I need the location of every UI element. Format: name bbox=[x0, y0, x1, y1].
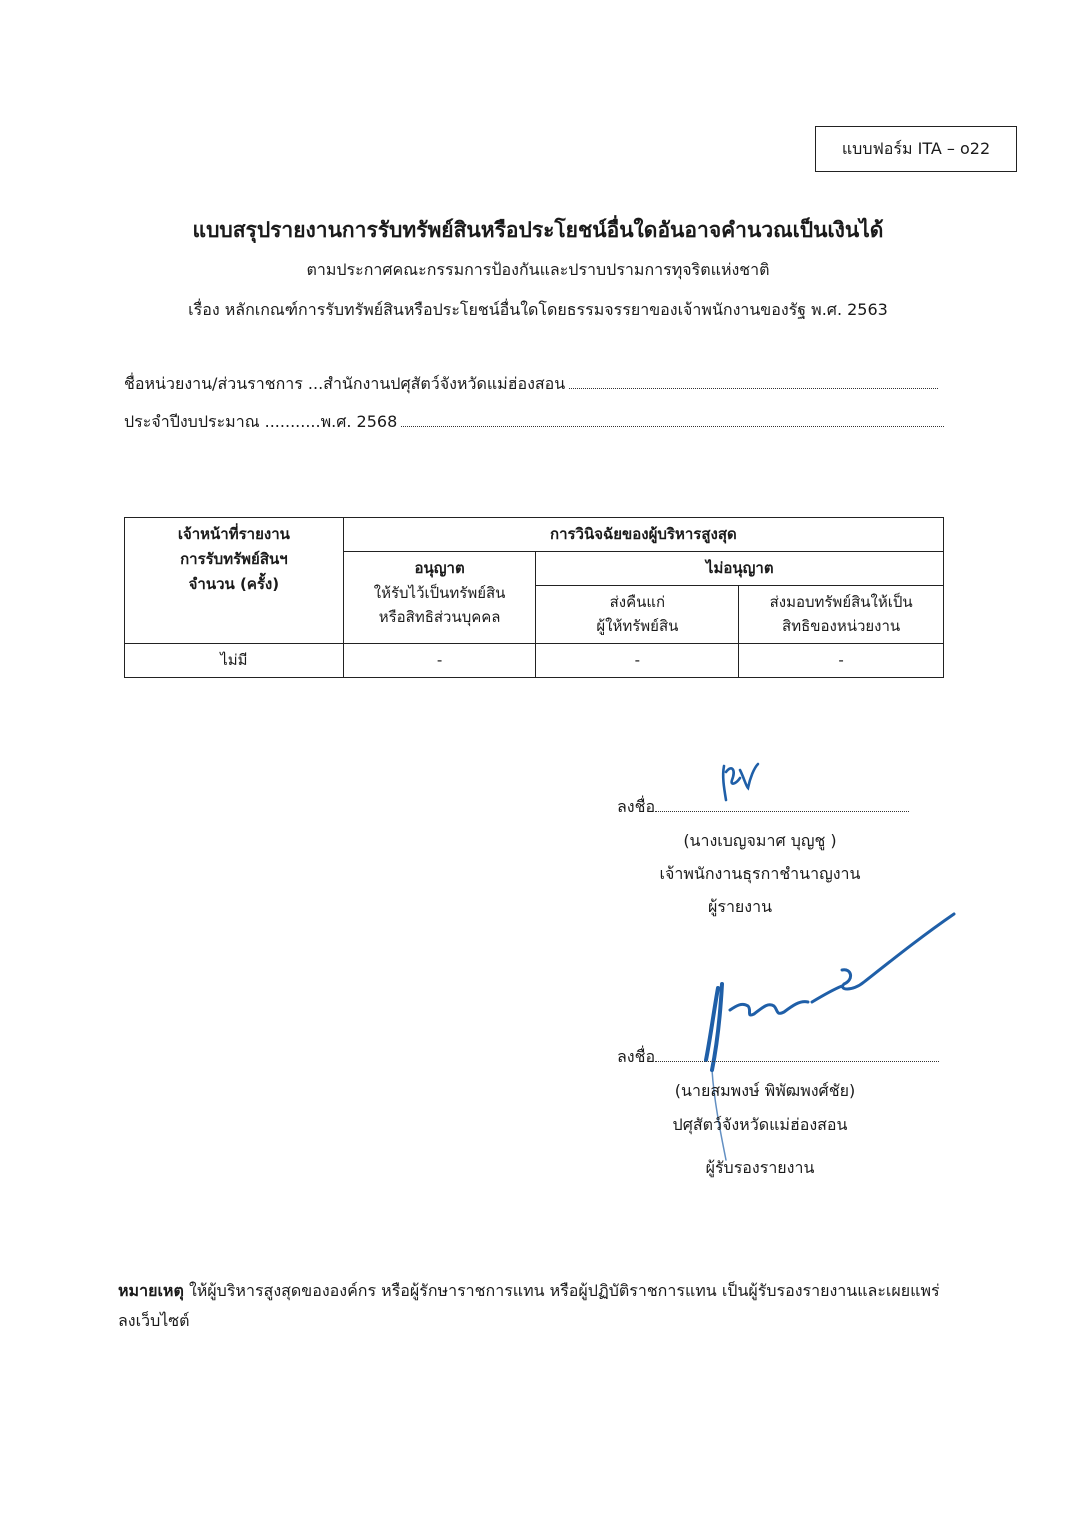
header-allow bbox=[343, 551, 536, 643]
header-deny: ไม่อนุญาต bbox=[536, 551, 944, 585]
header-officer-count bbox=[125, 518, 344, 644]
agency-field bbox=[124, 372, 938, 397]
signer-1-role: ผู้รายงาน bbox=[707, 897, 773, 916]
header-allow-title: อนุญาต bbox=[414, 558, 465, 577]
document-subtitle-1: ตามประกาศคณะกรรมการป้องกันและปราบปรามการทุจริตแห่งชาติ bbox=[306, 260, 770, 279]
signer-2-role: ผู้รับรองรายงาน bbox=[705, 1158, 815, 1177]
header-return-line2: ผู้ให้ทรัพย์สิน bbox=[596, 617, 679, 636]
agency-dotted-line bbox=[569, 387, 938, 389]
document-title: แบบสรุปรายงานการรับทรัพย์สินหรือประโยชน์อื่นใดอันอาจคำนวณเป็นเงินได้ bbox=[192, 218, 884, 242]
header-return bbox=[536, 585, 739, 644]
footnote-text: ให้ผู้บริหารสูงสุดขององค์กร หรือผู้รักษาราชการแทน หรือผู้ปฏิบัติราชการแทน เป็นผู้รับรองรายงานและเผยแพร่ลงเว็บไซต์ bbox=[118, 1281, 940, 1331]
header-officer-line3: จำนวน (ครั้ง) bbox=[188, 574, 280, 593]
signer-2-dotted-line bbox=[655, 1060, 939, 1062]
signer-2-name: (นายสมพงษ์ พิพัฒพงศ์ชัย) bbox=[674, 1081, 856, 1100]
signer-1-dotted-line bbox=[655, 810, 909, 812]
agency-label: ชื่อหน่วยงาน/ส่วนราชการ ... bbox=[124, 374, 324, 393]
fiscal-year-field bbox=[124, 410, 944, 435]
fiscal-year-value: พ.ศ. 2568 bbox=[320, 412, 398, 431]
header-transfer-line2: สิทธิของหน่วยงาน bbox=[782, 617, 901, 636]
cell-transfer: - bbox=[739, 644, 944, 678]
table-row bbox=[125, 644, 944, 678]
document-subtitle-2: เรื่อง หลักเกณฑ์การรับทรัพย์สินหรือประโยชน์อื่นใดโดยธรรมจรรยาของเจ้าพนักงานของรัฐ พ.ศ. 2563 bbox=[188, 300, 888, 319]
fiscal-year-label: ประจำปีงบประมาณ ........... bbox=[124, 412, 321, 431]
signer-2-sign-label: ลงชื่อ bbox=[617, 1047, 656, 1066]
cell-count: ไม่มี bbox=[125, 644, 344, 678]
header-return-line1: ส่งคืนแก่ bbox=[609, 592, 666, 611]
signer-2-position: ปศุสัตว์จังหวัดแม่ฮ่องสอน bbox=[672, 1115, 848, 1134]
signer-1-name: (นางเบญจมาศ บุญชู ) bbox=[683, 831, 837, 850]
header-allow-desc-line1: ให้รับไว้เป็นทรัพย์สิน bbox=[373, 583, 506, 602]
header-decision: การวินิจฉัยของผู้บริหารสูงสุด bbox=[343, 518, 943, 552]
footnote-label: หมายเหตุ bbox=[118, 1281, 184, 1300]
header-officer-line2: การรับทรัพย์สินฯ bbox=[180, 549, 288, 568]
fiscal-year-dotted-line bbox=[401, 425, 944, 427]
header-allow-desc-line2: หรือสิทธิส่วนบุคคล bbox=[378, 608, 501, 627]
signer-1-sign-label: ลงชื่อ bbox=[617, 797, 656, 816]
report-table bbox=[124, 517, 944, 678]
agency-value: สำนักงานปศุสัตว์จังหวัดแม่ฮ่องสอน bbox=[323, 374, 566, 393]
signer-1-sign-line bbox=[617, 795, 909, 820]
footnote bbox=[118, 1276, 948, 1337]
header-transfer bbox=[739, 585, 944, 644]
cell-return: - bbox=[536, 644, 739, 678]
header-officer-line1: เจ้าหน้าที่รายงาน bbox=[177, 525, 290, 543]
signer-2-sign-line bbox=[617, 1045, 939, 1070]
header-transfer-line1: ส่งมอบทรัพย์สินให้เป็น bbox=[769, 592, 913, 611]
signer-1-position: เจ้าพนักงานธุรกาชำนาญงาน bbox=[659, 864, 861, 883]
cell-allow: - bbox=[343, 644, 536, 678]
form-code-box: แบบฟอร์ม ITA – o22 bbox=[815, 126, 1017, 172]
